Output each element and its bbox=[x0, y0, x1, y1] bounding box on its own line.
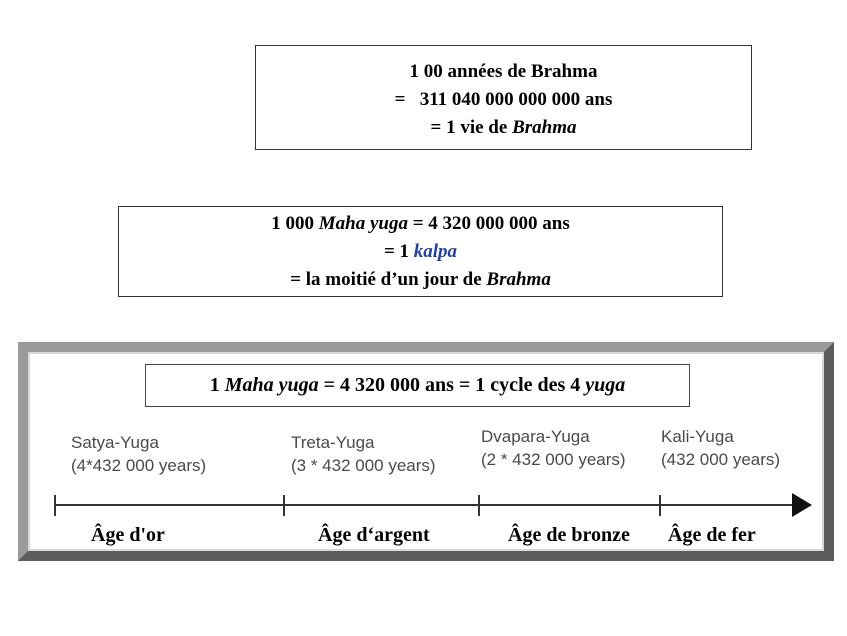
yuga-name: Treta-Yuga bbox=[291, 433, 375, 452]
yuga-name: Satya-Yuga bbox=[71, 433, 159, 452]
kalpa-term: kalpa bbox=[413, 241, 458, 262]
maha-yuga-count: 1 bbox=[209, 374, 225, 396]
thousand-count: 1 000 bbox=[271, 213, 319, 234]
age-iron: Âge de fer bbox=[668, 524, 756, 546]
yuga-name: Kali-Yuga bbox=[661, 427, 734, 446]
yuga-duration: (432 000 years) bbox=[661, 450, 781, 469]
kalpa-line bbox=[119, 238, 722, 266]
maha-yuga-definition: = 4 320 000 ans = 1 cycle des 4 bbox=[318, 374, 586, 396]
half-day-line bbox=[119, 266, 722, 294]
brahma-years-equals-line bbox=[256, 86, 751, 114]
timeline-axis bbox=[28, 352, 824, 551]
brahma-years-value: 311 040 000 000 000 ans bbox=[419, 89, 613, 110]
brahma-life-prefix: = 1 vie de bbox=[430, 117, 513, 138]
brahma-years-line: 1 00 années de Brahma bbox=[409, 61, 598, 82]
yuga-timeline-frame bbox=[18, 342, 834, 561]
age-gold: Âge d'or bbox=[91, 524, 165, 546]
brahma-name: Brahma bbox=[512, 117, 577, 138]
age-silver: Âge d‘argent bbox=[318, 524, 430, 546]
kalpa-prefix: = 1 bbox=[383, 241, 414, 262]
yuga-name: Dvapara-Yuga bbox=[481, 427, 590, 446]
maha-yuga-term: Maha yuga bbox=[318, 213, 408, 234]
axis-arrow-icon bbox=[792, 493, 812, 517]
brahma-life-line bbox=[256, 114, 751, 142]
kalpa-box bbox=[118, 206, 723, 297]
maha-yuga-term-header: Maha yuga bbox=[224, 374, 319, 396]
brahma-name-2: Brahma bbox=[486, 269, 551, 290]
age-bronze: Âge de bronze bbox=[508, 524, 630, 546]
maha-yuga-thousand-line bbox=[119, 210, 722, 238]
brahma-life-box bbox=[255, 45, 752, 150]
yuga-term-header: yuga bbox=[585, 374, 626, 396]
equals-sign: = bbox=[394, 89, 406, 110]
yuga-duration: (2 * 432 000 years) bbox=[481, 450, 626, 469]
half-day-prefix: = la moitié d’un jour de bbox=[290, 269, 487, 290]
yuga-duration: (3 * 432 000 years) bbox=[291, 456, 436, 475]
yuga-duration: (4*432 000 years) bbox=[71, 456, 207, 475]
thousand-maha-yuga-value: = 4 320 000 000 ans bbox=[407, 213, 570, 234]
